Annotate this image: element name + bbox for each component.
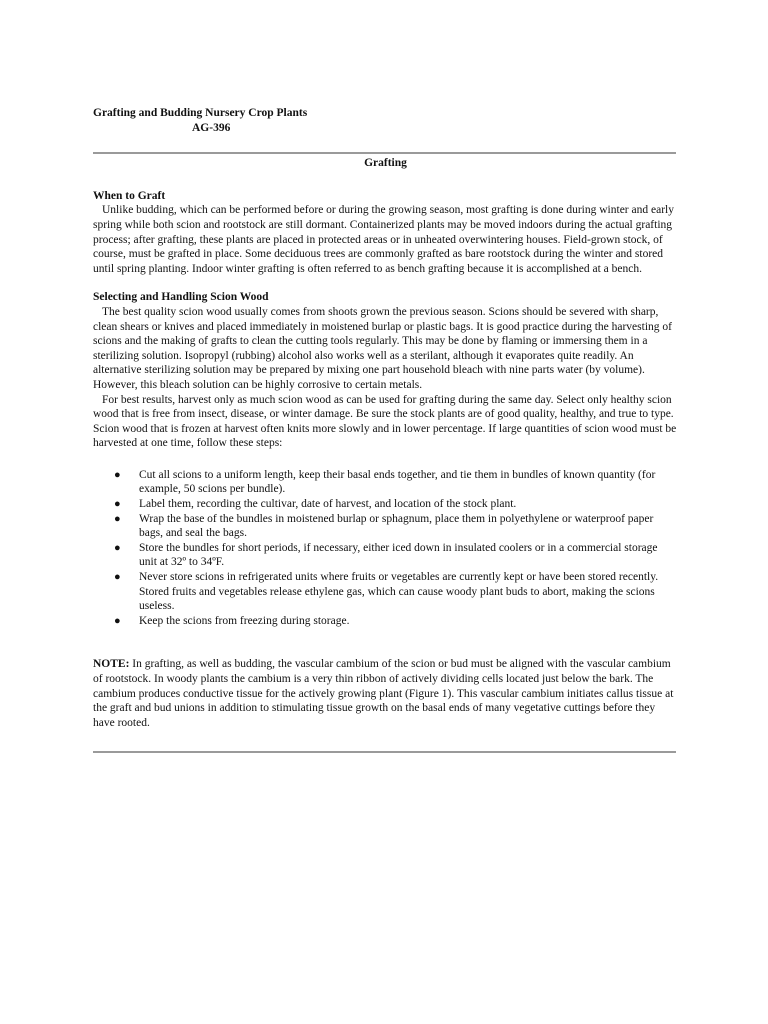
bullet-icon: ● bbox=[114, 614, 121, 627]
list-item-text: Label them, recording the cultivar, date of harvest, and location of the stock plant. bbox=[139, 498, 517, 511]
scion-wood-paragraph-2: For best results, harvest only as much scion wood as can be used for grafting during the same day. Select only healthy scion wood that is free from insect, disease, or winter damage. Be sure the stock plants are of good quality, healthy, and true to type. Scion wood that is frozen at harvest often knits more slowly and in lower percentage. If large quantities of scion wood must be harvested at one time, follow these steps: bbox=[93, 393, 677, 450]
list-item-text: Keep the scions from freezing during storage. bbox=[139, 614, 350, 627]
when-to-graft-paragraph: Unlike budding, which can be performed before or during the growing season, most grafting is done during winter and early spring while both scion and rootstock are still dormant. Containerized plants may be moved indoors during the actual grafting process; after grafting, these plants are placed in protected areas or in unheated overwintering houses. Field-grown stock, of course, must be grafted in place. Some deciduous trees are commonly grafted as bare rootstock during the winter and stored until spring planting. Indoor winter grafting is often referred to as bench grafting because it is accomplished at a bench. bbox=[93, 204, 674, 275]
scion-wood-paragraph-1: The best quality scion wood usually comes from shoots grown the previous season. Scions should be severed with sharp, clean shears or knives and placed immediately in moistened burlap or plastic bags. It is good practice during the harvesting of scions and the making of grafts to clean the cutting tools regularly. This may be done by flaming or immersing them in a sterilizing solution. Isopropyl (rubbing) alcohol also works well as a sterilant, although it evaporates quite readily. An alternative sterilizing solution may be prepared by mixing one part household bleach with nine parts water (by volume). However, this bleach solution can be highly corrosive to certain metals. bbox=[93, 305, 672, 391]
list-item-text: Cut all scions to a uniform length, keep their basal ends together, and tie them in bundles of known quantity (for example, 50 scions per bundle). bbox=[139, 468, 656, 496]
note-paragraph bbox=[93, 657, 678, 730]
bullet-icon: ● bbox=[114, 512, 121, 525]
bullet-icon: ● bbox=[114, 541, 121, 554]
note-label: NOTE: bbox=[93, 658, 130, 671]
list-item bbox=[93, 614, 678, 629]
list-item-text: Wrap the base of the bundles in moistened burlap or sphagnum, place them in polyethylene or waterproof paper bags, and seal the bags. bbox=[139, 512, 654, 540]
note-text: In grafting, as well as budding, the vascular cambium of the scion or bud must be aligned with the vascular cambium of rootstock. In woody plants the cambium is a very thin ribbon of actively dividing cells located just below the bark. The cambium produces conductive tissue for the actively growing plant (Figure 1). This vascular cambium initiates callus tissue at the graft and bud unions in addition to stimulating tissue growth on the basal ends of many vegetative cuttings before they have rooted. bbox=[93, 658, 674, 729]
when-to-graft-heading: When to Graft bbox=[93, 189, 166, 202]
list-item bbox=[93, 541, 678, 570]
section-title: Grafting bbox=[364, 157, 407, 170]
bullet-icon: ● bbox=[114, 498, 121, 511]
scion-wood-heading: Selecting and Handling Scion Wood bbox=[93, 291, 269, 304]
top-divider bbox=[93, 152, 676, 154]
list-item bbox=[93, 497, 678, 512]
list-item-text: Never store scions in refrigerated units where fruits or vegetables are currently kept or have been stored recently. Stored fruits and vegetables release ethylene gas, which can cause woody plant buds to abort, making the scions useless. bbox=[139, 571, 659, 613]
harvest-steps-list bbox=[93, 468, 678, 629]
bottom-divider bbox=[93, 751, 676, 753]
list-item bbox=[93, 512, 678, 541]
bullet-icon: ● bbox=[114, 468, 121, 481]
list-item-text: Store the bundles for short periods, if necessary, either iced down in insulated coolers or in a commercial storage unit at 32º to 34ºF. bbox=[139, 541, 658, 569]
bullet-icon: ● bbox=[114, 571, 121, 584]
list-item bbox=[93, 570, 678, 614]
document-body bbox=[93, 106, 678, 753]
document-title: Grafting and Budding Nursery Crop Plants bbox=[93, 107, 308, 119]
document-code: AG-396 bbox=[192, 121, 231, 134]
list-item bbox=[93, 468, 678, 497]
